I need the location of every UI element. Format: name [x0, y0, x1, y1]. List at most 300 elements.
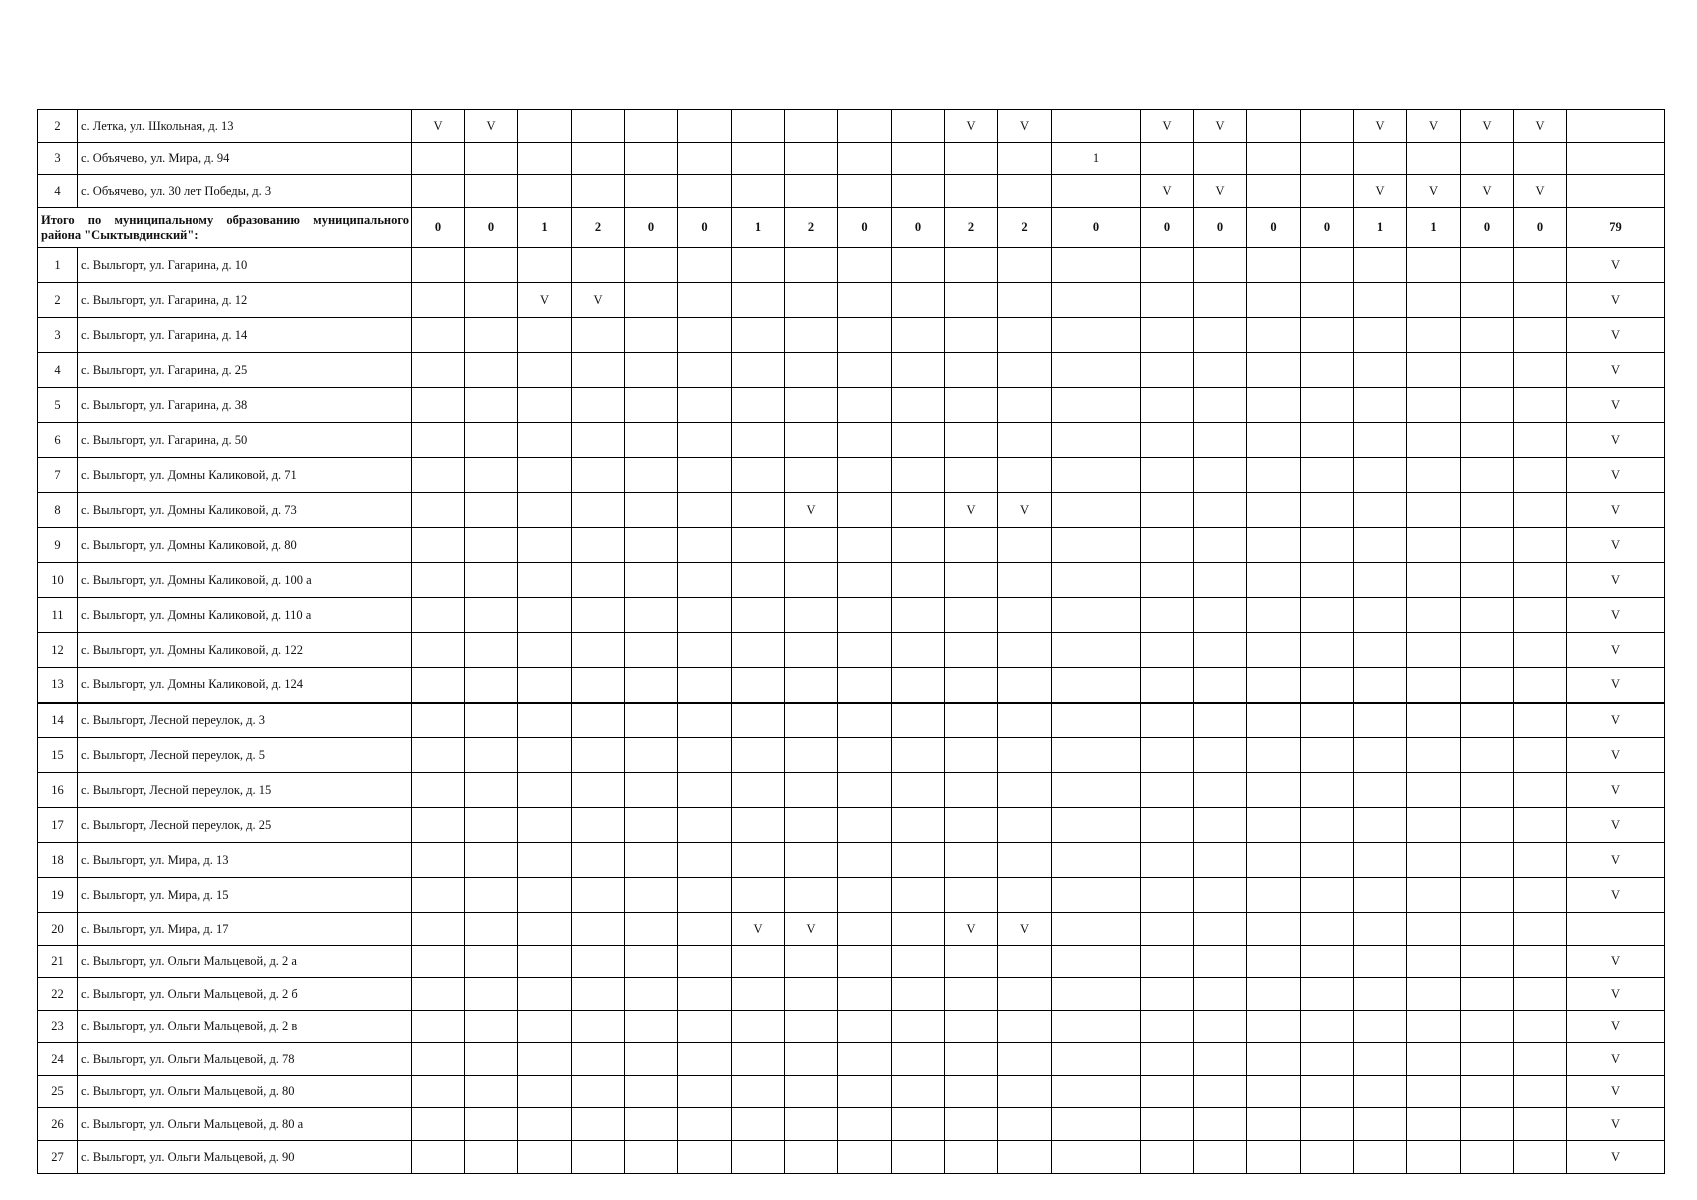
empty-cell: [1247, 1076, 1301, 1108]
mark-cell: V: [1567, 423, 1665, 458]
empty-cell: [1194, 248, 1247, 283]
table-row: [38, 353, 1665, 388]
mark-cell: V: [1567, 598, 1665, 633]
empty-cell: [1407, 843, 1461, 878]
empty-cell: [838, 946, 892, 978]
empty-cell: [1141, 353, 1194, 388]
empty-cell: [998, 353, 1052, 388]
empty-cell: [625, 353, 678, 388]
empty-cell: [785, 110, 838, 143]
empty-cell: [1141, 563, 1194, 598]
empty-cell: [892, 978, 945, 1011]
empty-cell: [1354, 978, 1407, 1011]
empty-cell: [945, 563, 998, 598]
empty-cell: [518, 423, 572, 458]
empty-cell: [1247, 318, 1301, 353]
empty-cell: [732, 353, 785, 388]
empty-cell: [518, 668, 572, 703]
address-cell: с. Выльгорт, Лесной переулок, д. 3: [78, 703, 412, 738]
empty-cell: [1052, 318, 1141, 353]
address-cell: с. Выльгорт, ул. Мира, д. 13: [78, 843, 412, 878]
empty-cell: [1247, 353, 1301, 388]
empty-cell: [572, 1108, 625, 1141]
empty-cell: [1354, 388, 1407, 423]
empty-cell: [838, 773, 892, 808]
empty-cell: [1141, 808, 1194, 843]
empty-cell: [1514, 633, 1567, 668]
row-number: 25: [38, 1076, 78, 1108]
empty-cell: [465, 808, 518, 843]
empty-cell: [1301, 248, 1354, 283]
empty-cell: [1407, 978, 1461, 1011]
address-cell: с. Выльгорт, ул. Гагарина, д. 10: [78, 248, 412, 283]
empty-cell: [518, 633, 572, 668]
empty-cell: [1194, 946, 1247, 978]
empty-cell: [945, 878, 998, 913]
table-row: [38, 1108, 1665, 1141]
empty-cell: [785, 458, 838, 493]
empty-cell: [732, 493, 785, 528]
total-value-cell: 1: [1407, 208, 1461, 248]
empty-cell: [945, 598, 998, 633]
empty-cell: [572, 1076, 625, 1108]
empty-cell: [892, 668, 945, 703]
empty-cell: [732, 458, 785, 493]
empty-cell: [732, 528, 785, 563]
empty-cell: [1461, 423, 1514, 458]
empty-cell: [732, 1043, 785, 1076]
empty-cell: [945, 1043, 998, 1076]
empty-cell: [518, 703, 572, 738]
empty-cell: [1247, 528, 1301, 563]
empty-cell: [945, 668, 998, 703]
empty-cell: [785, 598, 838, 633]
mark-cell: V: [1514, 175, 1567, 208]
empty-cell: [412, 423, 465, 458]
mark-cell: V: [1141, 175, 1194, 208]
empty-cell: [892, 528, 945, 563]
empty-cell: [572, 808, 625, 843]
empty-cell: [412, 175, 465, 208]
empty-cell: [838, 978, 892, 1011]
empty-cell: [945, 528, 998, 563]
empty-cell: [1407, 423, 1461, 458]
empty-cell: [1514, 528, 1567, 563]
empty-cell: [1194, 528, 1247, 563]
mark-cell: V: [412, 110, 465, 143]
mark-cell: V: [1567, 878, 1665, 913]
empty-cell: [945, 738, 998, 773]
empty-cell: [838, 423, 892, 458]
empty-cell: [1052, 843, 1141, 878]
mark-cell: V: [1407, 175, 1461, 208]
empty-cell: [1141, 283, 1194, 318]
empty-cell: [1301, 143, 1354, 175]
empty-cell: [1514, 598, 1567, 633]
empty-cell: [1514, 353, 1567, 388]
empty-cell: [1194, 913, 1247, 946]
empty-cell: [678, 110, 732, 143]
empty-cell: [1461, 1076, 1514, 1108]
empty-cell: [465, 843, 518, 878]
empty-cell: [892, 633, 945, 668]
empty-cell: [1194, 808, 1247, 843]
empty-cell: [572, 248, 625, 283]
empty-cell: [785, 423, 838, 458]
empty-cell: [1407, 913, 1461, 946]
empty-cell: [1461, 598, 1514, 633]
empty-cell: [1301, 1043, 1354, 1076]
empty-cell: [1052, 493, 1141, 528]
empty-cell: [465, 423, 518, 458]
empty-cell: [945, 703, 998, 738]
empty-cell: [785, 1108, 838, 1141]
empty-cell: [678, 458, 732, 493]
empty-cell: [1141, 1108, 1194, 1141]
empty-cell: [1514, 1043, 1567, 1076]
empty-cell: [945, 423, 998, 458]
table-row: [38, 1011, 1665, 1043]
mark-cell: V: [1567, 1076, 1665, 1108]
empty-cell: [1514, 1108, 1567, 1141]
empty-cell: [1354, 703, 1407, 738]
empty-cell: [625, 1076, 678, 1108]
empty-cell: [838, 808, 892, 843]
empty-cell: [998, 878, 1052, 913]
table-row: [38, 563, 1665, 598]
empty-cell: [785, 1011, 838, 1043]
empty-cell: [1052, 913, 1141, 946]
empty-cell: [1194, 458, 1247, 493]
row-number: 5: [38, 388, 78, 423]
empty-cell: [1461, 946, 1514, 978]
empty-cell: [1194, 703, 1247, 738]
empty-cell: [518, 493, 572, 528]
empty-cell: [625, 978, 678, 1011]
empty-cell: [412, 353, 465, 388]
empty-cell: [732, 808, 785, 843]
empty-cell: [1354, 1076, 1407, 1108]
empty-cell: [1514, 143, 1567, 175]
empty-cell: [945, 143, 998, 175]
empty-cell: [785, 388, 838, 423]
address-cell: с. Выльгорт, ул. Гагарина, д. 50: [78, 423, 412, 458]
empty-cell: [892, 598, 945, 633]
empty-cell: [678, 633, 732, 668]
empty-cell: [1247, 598, 1301, 633]
address-cell: с. Выльгорт, Лесной переулок, д. 15: [78, 773, 412, 808]
empty-cell: [732, 703, 785, 738]
empty-cell: [838, 1076, 892, 1108]
empty-cell: [998, 1108, 1052, 1141]
empty-cell: [518, 738, 572, 773]
empty-cell: [678, 318, 732, 353]
empty-cell: [1354, 248, 1407, 283]
empty-cell: [838, 318, 892, 353]
housing-table: [37, 109, 1665, 1174]
row-number: 18: [38, 843, 78, 878]
empty-cell: [465, 878, 518, 913]
empty-cell: [1194, 773, 1247, 808]
empty-cell: [732, 248, 785, 283]
empty-cell: [1247, 1043, 1301, 1076]
empty-cell: [1354, 1108, 1407, 1141]
row-number: 2: [38, 283, 78, 318]
empty-cell: [572, 598, 625, 633]
empty-cell: [892, 773, 945, 808]
empty-cell: [1407, 143, 1461, 175]
empty-cell: [518, 1011, 572, 1043]
empty-cell: [465, 175, 518, 208]
empty-cell: [1301, 110, 1354, 143]
empty-cell: [1141, 878, 1194, 913]
empty-cell: [732, 738, 785, 773]
empty-cell: [572, 493, 625, 528]
empty-cell: [465, 458, 518, 493]
empty-cell: [625, 598, 678, 633]
empty-cell: [892, 1141, 945, 1174]
empty-cell: [998, 773, 1052, 808]
empty-cell: [1354, 598, 1407, 633]
empty-cell: [838, 563, 892, 598]
empty-cell: [572, 1011, 625, 1043]
row-number: 6: [38, 423, 78, 458]
mark-cell: V: [1567, 493, 1665, 528]
empty-cell: [838, 283, 892, 318]
empty-cell: [1247, 878, 1301, 913]
mark-cell: V: [1141, 110, 1194, 143]
empty-cell: [625, 773, 678, 808]
empty-cell: [625, 175, 678, 208]
mark-cell: V: [1567, 248, 1665, 283]
empty-cell: [838, 353, 892, 388]
empty-cell: [412, 978, 465, 1011]
empty-cell: [998, 1076, 1052, 1108]
mark-cell: V: [1567, 843, 1665, 878]
empty-cell: [1461, 283, 1514, 318]
empty-cell: [625, 946, 678, 978]
empty-cell: [1247, 668, 1301, 703]
table-row: [38, 978, 1665, 1011]
empty-cell: [465, 913, 518, 946]
empty-cell: [518, 843, 572, 878]
empty-cell: [1247, 458, 1301, 493]
row-number: 24: [38, 1043, 78, 1076]
total-value-cell: 2: [785, 208, 838, 248]
empty-cell: [1514, 773, 1567, 808]
empty-cell: [1052, 978, 1141, 1011]
empty-cell: [998, 528, 1052, 563]
empty-cell: [998, 843, 1052, 878]
empty-cell: [1407, 808, 1461, 843]
empty-cell: [1301, 913, 1354, 946]
empty-cell: [625, 878, 678, 913]
empty-cell: [1354, 633, 1407, 668]
mark-cell: V: [1567, 528, 1665, 563]
empty-cell: [625, 808, 678, 843]
empty-cell: [678, 878, 732, 913]
mark-cell: V: [785, 913, 838, 946]
empty-cell: [1052, 563, 1141, 598]
empty-cell: [1301, 423, 1354, 458]
address-cell: с. Выльгорт, ул. Мира, д. 17: [78, 913, 412, 946]
empty-cell: [785, 318, 838, 353]
address-cell: с. Выльгорт, ул. Домны Каликовой, д. 80: [78, 528, 412, 563]
empty-cell: [412, 1141, 465, 1174]
empty-cell: [572, 773, 625, 808]
empty-cell: [1407, 1076, 1461, 1108]
empty-cell: [1514, 458, 1567, 493]
empty-cell: [785, 703, 838, 738]
empty-cell: [1052, 1011, 1141, 1043]
empty-cell: [838, 1141, 892, 1174]
empty-cell: [998, 738, 1052, 773]
empty-cell: [945, 808, 998, 843]
row-number: 11: [38, 598, 78, 633]
table-row: [38, 458, 1665, 493]
empty-cell: [732, 143, 785, 175]
table-row: [38, 248, 1665, 283]
empty-cell: [518, 318, 572, 353]
empty-cell: [1141, 423, 1194, 458]
empty-cell: [1301, 493, 1354, 528]
empty-cell: [1354, 423, 1407, 458]
empty-cell: [1461, 843, 1514, 878]
empty-cell: [678, 283, 732, 318]
row-number: 21: [38, 946, 78, 978]
table-row: [38, 175, 1665, 208]
empty-cell: [785, 946, 838, 978]
empty-cell: [785, 978, 838, 1011]
empty-cell: [572, 878, 625, 913]
total-row: [38, 208, 1665, 248]
empty-cell: [892, 110, 945, 143]
empty-cell: [1301, 598, 1354, 633]
empty-cell: [998, 668, 1052, 703]
address-cell: с. Выльгорт, ул. Гагарина, д. 25: [78, 353, 412, 388]
empty-cell: [892, 1043, 945, 1076]
empty-cell: [1247, 1141, 1301, 1174]
empty-cell: [1514, 318, 1567, 353]
empty-cell: [465, 1141, 518, 1174]
empty-cell: [838, 493, 892, 528]
empty-cell: [678, 143, 732, 175]
empty-cell: [412, 388, 465, 423]
empty-cell: [732, 633, 785, 668]
empty-cell: [518, 143, 572, 175]
table-row: [38, 423, 1665, 458]
empty-cell: [1461, 493, 1514, 528]
empty-cell: [945, 1108, 998, 1141]
empty-cell: [1514, 808, 1567, 843]
empty-cell: [465, 353, 518, 388]
empty-cell: [678, 598, 732, 633]
empty-cell: [1194, 318, 1247, 353]
empty-cell: [1354, 563, 1407, 598]
table-row: [38, 808, 1665, 843]
empty-cell: [1194, 843, 1247, 878]
address-cell: с. Выльгорт, ул. Ольги Мальцевой, д. 2 а: [78, 946, 412, 978]
total-value-cell: 0: [678, 208, 732, 248]
empty-cell: [572, 318, 625, 353]
mark-cell: V: [1567, 1011, 1665, 1043]
empty-cell: [785, 175, 838, 208]
mark-cell: V: [1567, 738, 1665, 773]
empty-cell: [892, 143, 945, 175]
empty-cell: [412, 1011, 465, 1043]
table-row: [38, 633, 1665, 668]
table-row: [38, 913, 1665, 946]
total-value-cell: 0: [465, 208, 518, 248]
empty-cell: [998, 1011, 1052, 1043]
empty-cell: [1052, 1043, 1141, 1076]
empty-cell: [465, 283, 518, 318]
empty-cell: [1247, 248, 1301, 283]
empty-cell: [998, 978, 1052, 1011]
address-cell: с. Выльгорт, ул. Домны Каликовой, д. 122: [78, 633, 412, 668]
empty-cell: [945, 1141, 998, 1174]
empty-cell: [1052, 878, 1141, 913]
empty-cell: [1301, 946, 1354, 978]
empty-cell: [518, 1141, 572, 1174]
total-value-cell: 1: [518, 208, 572, 248]
empty-cell: [838, 633, 892, 668]
mark-cell: V: [1567, 773, 1665, 808]
empty-cell: [1354, 353, 1407, 388]
empty-cell: [785, 353, 838, 388]
empty-cell: [518, 946, 572, 978]
empty-cell: [838, 175, 892, 208]
empty-cell: [1141, 1141, 1194, 1174]
address-cell: с. Выльгорт, ул. Домны Каликовой, д. 110 а: [78, 598, 412, 633]
empty-cell: [1194, 388, 1247, 423]
mark-cell: V: [1354, 110, 1407, 143]
empty-cell: [1141, 978, 1194, 1011]
empty-cell: [1194, 423, 1247, 458]
mark-cell: V: [1194, 110, 1247, 143]
address-cell: с. Выльгорт, Лесной переулок, д. 25: [78, 808, 412, 843]
empty-cell: [1247, 493, 1301, 528]
mark-cell: V: [518, 283, 572, 318]
total-value-cell: 2: [945, 208, 998, 248]
empty-cell: [1461, 808, 1514, 843]
empty-cell: [1194, 738, 1247, 773]
empty-cell: [892, 1108, 945, 1141]
empty-cell: [1301, 978, 1354, 1011]
mark-cell: V: [1461, 175, 1514, 208]
mark-cell: V: [1194, 175, 1247, 208]
empty-cell: [1301, 738, 1354, 773]
empty-cell: [678, 528, 732, 563]
empty-cell: [1052, 773, 1141, 808]
empty-cell: [732, 283, 785, 318]
empty-cell: [838, 703, 892, 738]
empty-cell: [1354, 1043, 1407, 1076]
empty-cell: [465, 1108, 518, 1141]
empty-cell: [572, 946, 625, 978]
empty-cell: [1461, 633, 1514, 668]
empty-cell: [1407, 318, 1461, 353]
table-row: [38, 1076, 1665, 1108]
empty-cell: [518, 598, 572, 633]
empty-cell: [572, 668, 625, 703]
empty-cell: [1514, 248, 1567, 283]
empty-cell: [1052, 668, 1141, 703]
empty-cell: [838, 913, 892, 946]
mark-cell: V: [1567, 1043, 1665, 1076]
empty-cell: [945, 946, 998, 978]
mark-cell: V: [465, 110, 518, 143]
